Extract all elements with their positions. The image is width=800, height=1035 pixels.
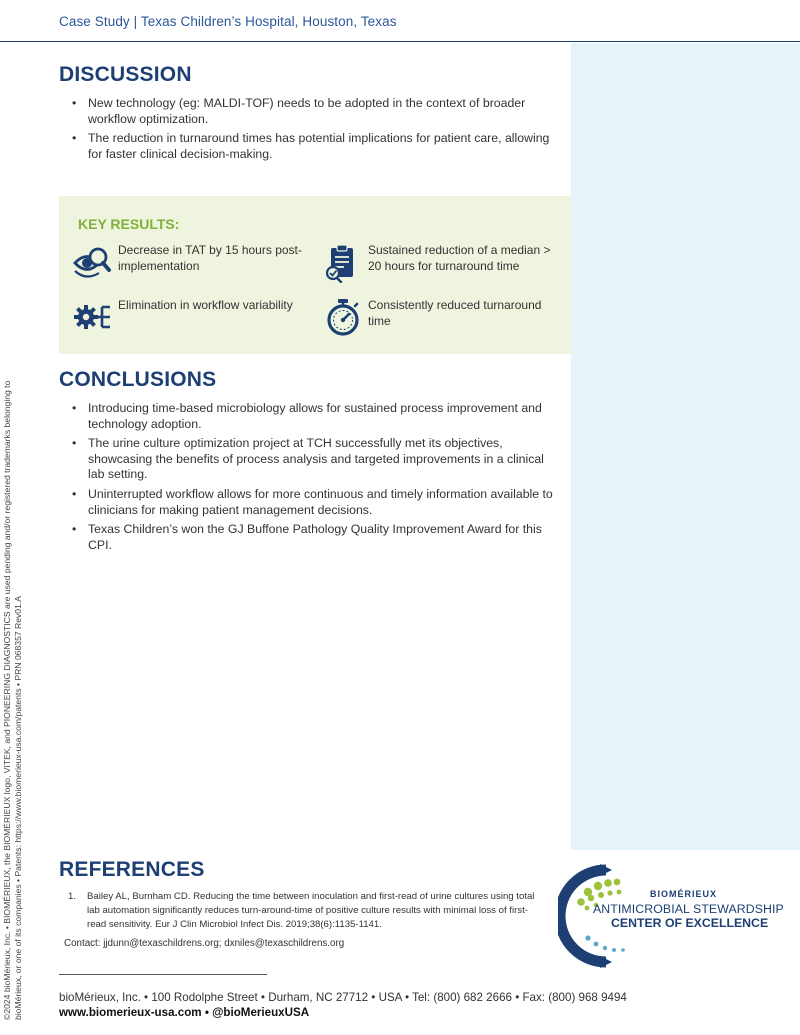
page-header — [0, 0, 800, 42]
discussion-list — [72, 96, 562, 166]
conclusions-list — [72, 401, 562, 557]
discussion-heading: DISCUSSION — [59, 63, 192, 86]
logo-line-2: CENTER OF EXCELLENCE — [611, 916, 769, 930]
list-item: • The urine culture optimization project at TCH successfully met its objectives, showcasing the benefits of process analysis and targeted improvements in a clinical lab setting. — [72, 436, 562, 483]
key-results-box — [59, 196, 571, 354]
legal-line-1: ©2024 bioMérieux, Inc. • BIOMÉRIEUX, the BIOMÉRIEUX logo, VITEK, and PIONEERING DIAGNOSTICS are used pending and/or registered trademarks belonging to — [2, 380, 12, 1020]
key-result-text: Sustained reduction of a median > 20 hours for turnaround time — [368, 243, 551, 273]
workflow-gear-icon — [72, 298, 114, 338]
legal-notice — [0, 0, 40, 1035]
logo-line-1: ANTIMICROBIAL STEWARDSHIP — [593, 902, 784, 916]
key-result-text: Elimination in workflow variability — [118, 298, 293, 312]
stopwatch-icon — [322, 298, 364, 338]
conclusions-heading: CONCLUSIONS — [59, 368, 217, 391]
logo-brand: BIOMÉRIEUX — [650, 889, 718, 899]
legal-line-2: bioMérieux, or one of its companies • Patents: https://www.biomerieux-usa.com/patents • PRN 068357 Rev01.A — [13, 596, 23, 1020]
key-result-item — [72, 243, 308, 283]
key-result-item — [322, 243, 558, 283]
references-heading: REFERENCES — [59, 858, 205, 881]
reference-text: Bailey AL, Burnham CD. Reducing the time between inoculation and first-read of urine cultures using total lab automation significantly reduces turn-around-time of positive culture results with minimal loss of first-read sensitivity. Eur J Clin Microbiol Infect Dis. 2019;38(6):1135-1141. — [87, 891, 535, 930]
footer-web[interactable]: www.biomerieux-usa.com • @bioMerieuxUSA — [59, 1006, 310, 1019]
list-item: • Introducing time-based microbiology allows for sustained process improvement and technology adoption. — [72, 401, 562, 432]
eye-magnifier-icon — [72, 243, 114, 283]
side-panel — [571, 43, 800, 850]
contact-line: Contact: jjdunn@texaschildrens.org; dxniles@texaschildrens.org — [64, 938, 345, 949]
key-result-text: Consistently reduced turnaround time — [368, 298, 542, 328]
key-result-text: Decrease in TAT by 15 hours post-implementation — [118, 243, 302, 273]
list-item: • Texas Children’s won the GJ Buffone Pathology Quality Improvement Award for this CPI. — [72, 522, 562, 553]
footer-divider — [59, 974, 267, 975]
header-title: Case Study | Texas Children’s Hospital, Houston, Texas — [59, 14, 397, 29]
list-item: • New technology (eg: MALDI-TOF) needs to be adopted in the context of broader workflow optimization. — [72, 96, 562, 127]
key-results-title: KEY RESULTS: — [78, 216, 180, 232]
list-item: • Uninterrupted workflow allows for more continuous and timely information available to clinicians for making patient management decisions. — [72, 487, 562, 518]
key-result-item — [72, 298, 308, 338]
reference-item — [68, 890, 538, 931]
list-item: • The reduction in turnaround times has potential implications for patient care, allowing for faster clinical decision-making. — [72, 131, 562, 162]
clipboard-check-icon — [322, 243, 364, 283]
reference-number: 1. — [68, 891, 77, 902]
stewardship-logo — [558, 864, 788, 968]
key-result-item — [322, 298, 558, 338]
footer-address: bioMérieux, Inc. • 100 Rodolphe Street • Durham, NC 27712 • USA • Tel: (800) 682 2666 • Fax: (800) 968 9494 — [59, 991, 627, 1004]
